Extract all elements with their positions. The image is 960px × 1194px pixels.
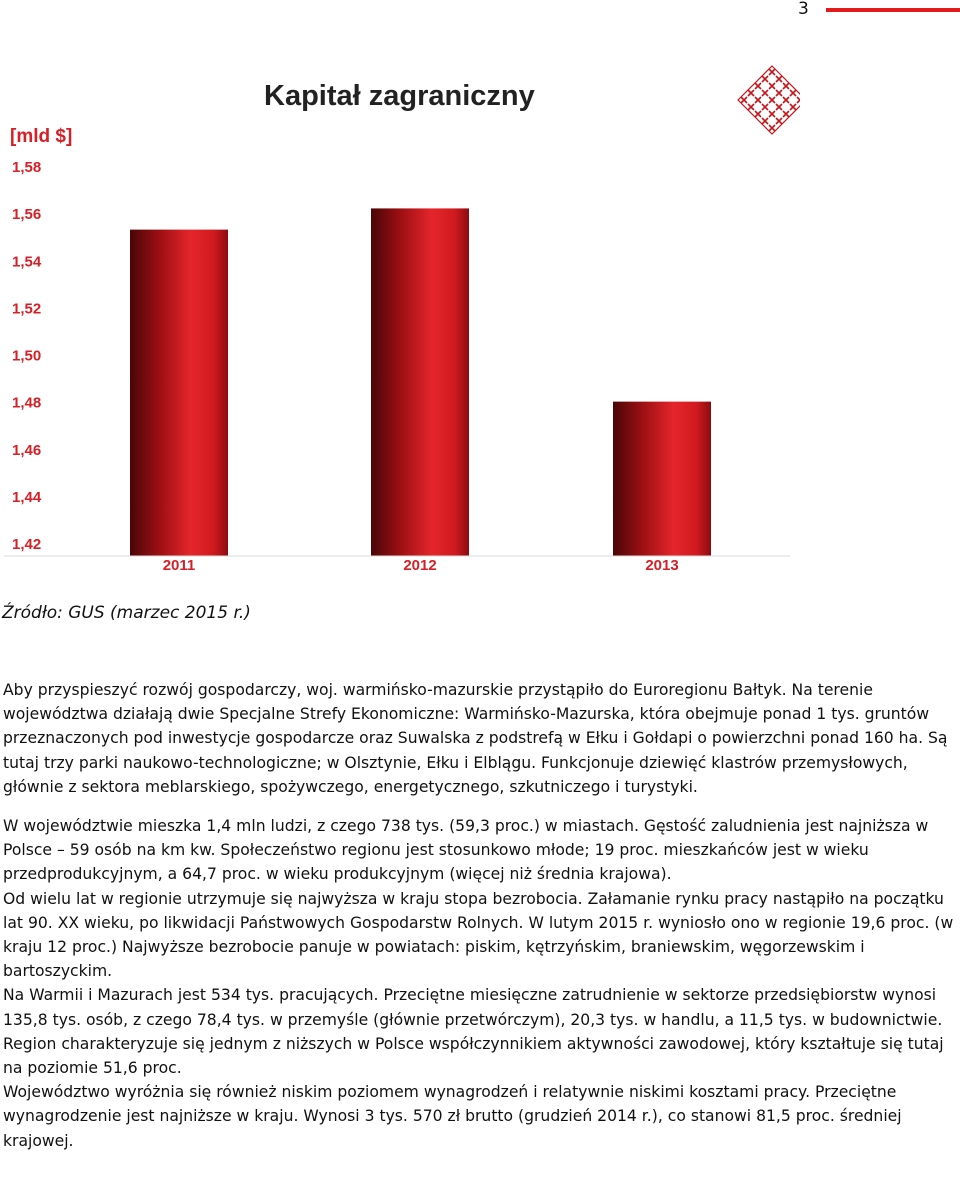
source-note: Źródło: GUS (marzec 2015 r.) <box>2 603 251 623</box>
bar-2012 <box>371 208 469 556</box>
paragraph-employment: Na Warmii i Mazurach jest 534 tys. pracujących. Przeciętne miesięczne zatrudnienie w sektorze przedsiębiorstw wynosi 135,8 tys. osób, z czego 78,4 tys. w przemyśle (głównie przetwórczym), 20,3 tys. w handlu, a 11,5 tys. w budownictwie. Region charakteryzuje się jednym z niższych w Polsce współczynnikiem aktywności zawodowej, który kształtuje się tutaj na poziomie 51,6 proc. <box>3 986 944 1078</box>
bars <box>130 208 711 556</box>
y-axis-ticks <box>12 159 42 553</box>
y-tick-label: 1,48 <box>12 394 42 412</box>
body-text <box>3 678 955 1153</box>
chart-title: Kapitał zagraniczny <box>264 80 535 112</box>
x-tick-label: 2013 <box>645 557 679 574</box>
x-axis-ticks <box>163 557 679 574</box>
y-tick-label: 1,50 <box>12 347 42 365</box>
y-tick-label: 1,44 <box>12 488 42 506</box>
x-tick-label: 2011 <box>162 557 196 574</box>
decorative-lattice-logo <box>738 66 800 134</box>
y-tick-label: 1,42 <box>12 536 42 553</box>
y-tick-label: 1,58 <box>12 159 42 176</box>
bar-2013 <box>613 402 711 556</box>
paragraph-wages: Województwo wyróżnia się również niskim poziomem wynagrodzeń i relatywnie niskimi kosztami pracy. Przeciętne wynagrodzenie jest najniższe w kraju. Wynosi 3 tys. 570 zł brutto (grudzień 2014 r.), co stanowi 81,5 proc. średniej krajowej. <box>3 1083 902 1150</box>
paragraph-unemployment: Od wielu lat w regionie utrzymuje się najwyższa w kraju stopa bezrobocia. Załamanie rynku pracy nastąpiło na początku lat 90. XX wieku, po likwidacji Państwowych Gospodarstw Rolnych. W lutym 2015 r. wyniosło ono w regionie 19,6 proc. (w kraju 12 proc.) Najwyższe bezrobocie panuje w powiatach: piskim, kętrzyńskim, braniewskim, węgorzewskim i bartoszyckim. <box>3 889 954 981</box>
y-tick-label: 1,46 <box>12 441 42 459</box>
header-rule <box>826 8 960 12</box>
paragraph-investment: Aby przyspieszyć rozwój gospodarczy, woj. warmińsko-mazurskie przystąpiło do Euroregionu Bałtyk. Na terenie województwa działają dwie Specjalne Strefy Ekonomiczne: Warmińsko-Mazurska, która obejmuje ponad 1 tys. gruntów przeznaczonych pod inwestycje gospodarcze oraz Suwalska z podstrefą w Ełku i Gołdapi o powierzchni ponad 160 ha. Są tutaj trzy parki naukowo-technologiczne; w Olsztynie, Ełku i Elblągu. Funkcjonuje dziewięć klastrów przemysłowych, głównie z sektora meblarskiego, spożywczego, energetycznego, szkutniczego i turystyki. <box>3 681 948 796</box>
paragraph-population: W województwie mieszka 1,4 mln ludzi, z czego 738 tys. (59,3 proc.) w miastach. Gęstość zaludnienia jest najniższa w Polsce – 59 osób na km kw. Społeczeństwo regionu jest stosunkowo młode; 19 proc. mieszkańców jest w wieku przedprodukcyjnym, a 64,7 proc. w wieku produkcyjnym (więcej niż średnia krajowa). <box>3 817 929 884</box>
x-tick-label: 2012 <box>403 557 437 574</box>
chart-svg <box>0 60 800 590</box>
chart-y-axis-label: [mld $] <box>10 126 73 147</box>
y-tick-label: 1,54 <box>12 253 42 271</box>
y-tick-label: 1,52 <box>12 300 42 318</box>
page-number: 3 <box>798 0 809 19</box>
bar-2011 <box>130 230 228 556</box>
y-tick-label: 1,56 <box>12 206 42 224</box>
chart <box>0 60 800 590</box>
